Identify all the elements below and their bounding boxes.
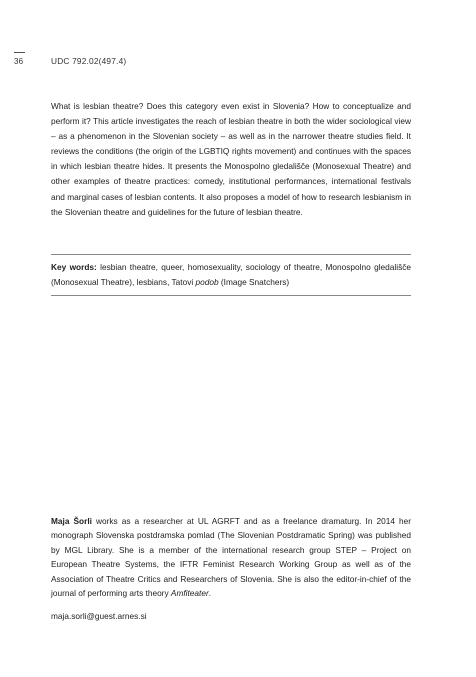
page-number-rule: [14, 52, 25, 53]
author-name: Maja Šorli: [51, 516, 92, 526]
bio-text: works as a researcher at UL AGRFT and as a freelance dramaturg. In 2014 her monograph Slovenska postdramska pomlad (The Slovenian Postdramatic Spring) was published by MGL Library. She is a member of the international research group STEP – Project on European Theatre Systems, the IFTR Feminist Research Working Group as well as of the Association of Theatre Critics and Researchers of Slovenia. She is also the editor-in-chief of the journal of performing arts theory: [51, 516, 412, 599]
abstract-paragraph: What is lesbian theatre? Does this category even exist in Slovenia? How to conceptualize and perform it? This article investigates the reach of lesbian theatre in both the wider sociological view – as a phenomenon in the Slovenian society – as well as in the narrower theatre studies field. It reviews the conditions (the origin of the LGBTIQ rights movement) and continues with the spaces in which lesbian theatre hides. It presents the Monospolno gledališče (Monosexual Theatre) and other examples of theatre practices: comedy, institutional performances, international festivals and marginal cases of lesbian contents. It also proposes a model of how to research lesbianism in the Slovenian theatre and guidelines for the future of lesbian theatre.: [51, 101, 411, 217]
keywords-top-rule: [51, 254, 411, 255]
keywords-bottom-rule: [51, 295, 411, 296]
keywords-italic-term: podob: [195, 276, 219, 287]
udc-code: UDC 792.02(497.4): [51, 56, 127, 66]
keywords-text: lesbian theatre, queer, homosexuality, sociology of theatre, Monospolno gledališče (Monosexual Theatre), lesbians, Tatovi: [51, 262, 411, 287]
author-email[interactable]: maja.sorli@guest.arnes.si: [51, 611, 147, 621]
bio-text-tail: .: [208, 588, 212, 599]
keywords-block: [51, 260, 411, 289]
keywords-label: Key words:: [51, 262, 97, 272]
author-bio: [51, 514, 411, 600]
journal-title: Amfiteater: [170, 588, 209, 599]
page-number: 36: [14, 57, 24, 66]
keywords-text-tail: (Image Snatchers): [218, 276, 290, 287]
